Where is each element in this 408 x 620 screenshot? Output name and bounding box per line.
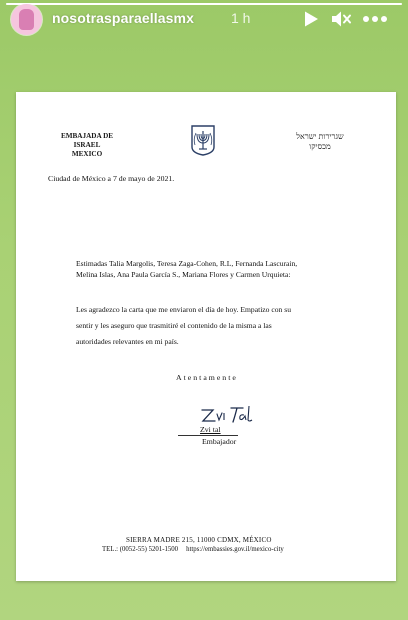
letter-document [16,92,396,581]
avatar[interactable] [11,4,42,35]
letter-greeting [76,258,376,280]
more-icon [362,15,388,23]
username[interactable]: nosotrasparaellasmx [52,10,194,26]
footer-address: SIERRA MADRE 215, 11000 CDMX, MÉXICO [126,536,272,544]
post-time: 1 h [231,10,251,26]
letter-date: Ciudad de México a 7 de mayo de 2021. [48,174,175,183]
embassy-es-line1: EMBAJADA DE ISRAEL [60,132,114,149]
embassy-name-spanish [52,132,122,159]
body-line-1: Les agradezco la carta que me enviaron el día de hoy. Empatizo con su [76,305,291,314]
mute-button[interactable] [329,8,353,30]
greeting-line-2: Melina Islas, Ana Paula García S., Mariana Flores y Carmen Urquieta: [76,270,291,279]
handwritten-signature [198,404,254,426]
signatory-name: Zvi tal [200,425,221,434]
embassy-he-line1: שגרירות ישראל [296,132,344,141]
signature-line [178,435,238,436]
letter-closing: Atentamente [176,373,238,382]
footer-contact [102,546,284,553]
body-line-3: autoridades relevantes en mi país. [76,337,179,346]
play-icon [302,10,320,28]
footer-phone: TEL.: (0052-55) 5201-1500 [102,546,179,553]
volume-muted-icon [330,9,352,29]
embassy-es-line2: MEXICO [71,150,103,158]
footer-website: https://embassies.gov.il/mexico-city [186,546,284,553]
emblem-of-israel-icon [190,125,216,156]
story-header [0,0,408,40]
letter-body [76,302,376,350]
more-options-button[interactable] [361,8,389,30]
signatory-title: Embajador [202,437,237,446]
play-button[interactable] [300,8,322,30]
avatar-image [19,9,34,30]
greeting-line-1: Estimadas Talia Margolis, Teresa Zaga-Cohen, R.L, Fernanda Lascurain, [76,259,298,268]
body-line-2: sentir y les aseguro que trasmitiré el contenido de la misma a las [76,321,272,330]
embassy-name-hebrew [274,132,366,152]
embassy-he-line2: מכסיקו [309,142,331,151]
